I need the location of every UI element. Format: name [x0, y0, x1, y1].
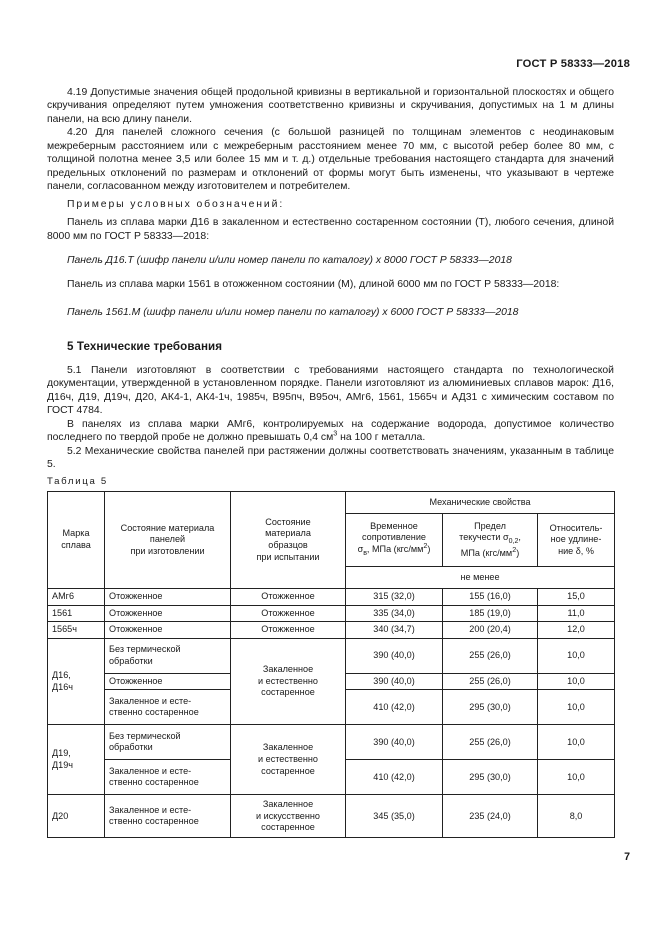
table-row: [48, 605, 615, 622]
cell-panel-state-line2: ственно состаренное: [109, 777, 199, 788]
sigma-units-sup: 2: [423, 540, 428, 550]
header-sample-state-line4: при испытании: [256, 551, 320, 562]
cell-elongation: 10,0: [538, 673, 615, 690]
table-caption: Таблица 5: [47, 476, 108, 487]
yield-units-end: ): [516, 547, 520, 558]
running-head: ГОСТ Р 58333—2018: [516, 58, 630, 70]
cell-elongation: 8,0: [538, 795, 615, 838]
cell-elongation: 10,0: [538, 690, 615, 725]
cell-tensile-strength: 410 (42,0): [346, 760, 443, 795]
cell-alloy-grade: АМг6: [48, 589, 105, 606]
cell-tensile-strength: 390 (40,0): [346, 725, 443, 760]
header-sample-state-line3: образцов: [268, 540, 308, 550]
cell-sample-state: [231, 725, 346, 795]
cell-elongation: 10,0: [538, 638, 615, 673]
yield-units-sup: 2: [512, 544, 517, 554]
cell-yield-strength: 255 (26,0): [443, 673, 538, 690]
cell-panel-state: [105, 690, 231, 725]
cell-tensile-strength: 340 (34,7): [346, 622, 443, 639]
cell-panel-state-line2: обработки: [109, 655, 153, 666]
table-header-row-1: [48, 492, 615, 514]
cell-panel-state: [105, 725, 231, 760]
cell-sample-state-line1: Закаленное: [262, 664, 314, 675]
cell-sample-state: Отожженное: [231, 589, 346, 606]
header-yield-line1: Предел: [474, 520, 506, 531]
cell-panel-state: Отожженное: [105, 622, 231, 639]
header-panel-state-line3: при изготовлении: [130, 545, 205, 556]
cell-sample-state-line3: состаренное: [261, 822, 315, 833]
header-sample-material-state: [231, 492, 346, 589]
header-panel-state-line1: Состояние материала: [120, 522, 215, 533]
cell-tensile-strength: 315 (32,0): [346, 589, 443, 606]
yield-comma: ,: [518, 532, 521, 543]
table-row: [48, 795, 615, 838]
table-head: [48, 492, 615, 589]
example-2-code: Панель 1561.М (шифр панели и/или номер панели по каталогу) х 6000 ГОСТ Р 58333—2018: [67, 306, 519, 318]
cell-elongation: 10,0: [538, 725, 615, 760]
cell-tensile-strength: 335 (34,0): [346, 605, 443, 622]
cell-alloy-line2: Д19ч: [52, 759, 74, 770]
cell-sample-state-line3: состаренное: [261, 687, 315, 698]
cell-panel-state: [105, 760, 231, 795]
cell-yield-strength: 155 (16,0): [443, 589, 538, 606]
sigma-units-end: ): [427, 543, 431, 554]
header-mechanical-properties-group: Механические свойства: [346, 492, 615, 514]
paragraph-5-1-a: 5.1 Панели изготовляют в соответствии с требованиями настоящего стандарта по технологической документации, утвержденной в установленном порядке. Панели изготовляют из алюминиевых сплавов марок: Д16, Д16ч, Д19, Д19ч, Д20, АК4-1, АК4-1ч, 1985ч, В95пч, В95оч, АМг6, 1561, 1565ч и АД31 с химическим составом по ГОСТ 4784.: [47, 364, 614, 417]
cell-yield-strength: 255 (26,0): [443, 638, 538, 673]
cell-panel-state-line2: обработки: [109, 742, 153, 753]
table-row: [48, 622, 615, 639]
header-sample-state-line1: Состояние: [265, 516, 311, 527]
header-panel-state-line2: панелей: [149, 534, 186, 545]
yield-units: МПа (кгс/мм: [460, 547, 513, 558]
cell-elongation: 10,0: [538, 760, 615, 795]
cell-sample-state: [231, 795, 346, 838]
cell-panel-state: [105, 638, 231, 673]
cell-panel-state-line1: Закаленное и есте-: [109, 804, 192, 815]
cell-panel-state-line1: Без термической: [109, 644, 181, 655]
cell-panel-state-line1: Закаленное и есте-: [109, 695, 192, 706]
header-yield-line3: [460, 544, 520, 558]
cell-alloy-grade: [48, 725, 105, 795]
section-5-title: 5 Технические требования: [67, 339, 223, 353]
cell-panel-state: Отожженное: [105, 605, 231, 622]
cell-sample-state-line2: и естественно: [258, 675, 318, 686]
cell-panel-state: Отожженное: [105, 589, 231, 606]
paragraph-4-19: 4.19 Допустимые значения общей продольной кривизны в вертикальной и горизонтальной плоскостях и общего скручивания определяют путем умножения соответственно кривизны и скручивания, допустимых на 1 м длины панели, на всю длину панели.: [47, 87, 614, 125]
cell-panel-state-line1: Без термической: [109, 730, 181, 741]
cell-panel-state-line1: Закаленное и есте-: [109, 765, 192, 776]
cell-yield-strength: 295 (30,0): [443, 690, 538, 725]
header-elongation: [538, 514, 615, 567]
cell-tensile-strength: 410 (42,0): [346, 690, 443, 725]
cell-sample-state-line2: и искусственно: [256, 810, 320, 821]
sigma-symbol: σ: [357, 543, 364, 554]
cell-sample-state-line2: и естественно: [258, 754, 318, 765]
header-sample-state-line2: материала: [265, 528, 311, 539]
p51b-superscript: 3: [333, 428, 338, 438]
cell-tensile-strength: 390 (40,0): [346, 638, 443, 673]
header-tensile-line2: сопротивление: [362, 532, 426, 543]
cell-alloy-line1: Д19,: [52, 748, 71, 759]
example-1-intro: Панель из сплава марки Д16 в закаленном и естественно состаренном состоянии (Т), любого сечения, длиной 8000 мм по ГОСТ Р 58333—2018:: [47, 217, 614, 242]
header-alloy-grade-line1: Марка: [62, 528, 90, 539]
table-row: [48, 638, 615, 673]
cell-sample-state-line1: Закаленное: [262, 742, 314, 753]
header-alloy-grade: [48, 492, 105, 589]
cell-sample-state-line3: состаренное: [261, 765, 315, 776]
cell-yield-strength: 255 (26,0): [443, 725, 538, 760]
mechanical-properties-table: [47, 491, 615, 838]
cell-alloy-line1: Д16,: [52, 669, 71, 680]
example-2-intro: Панель из сплава марки 1561 в отожженном состоянии (М), длиной 6000 мм по ГОСТ Р 58333—2018:: [67, 279, 560, 291]
cell-alloy-grade: Д20: [48, 795, 105, 838]
cell-alloy-line2: Д16ч: [52, 681, 74, 692]
header-yield-line2: [459, 532, 521, 546]
cell-tensile-strength: 390 (40,0): [346, 673, 443, 690]
table-body: [48, 589, 615, 838]
cell-panel-state-line2: ственно состаренное: [109, 816, 199, 827]
sigma-units: , МПа (кгс/мм: [366, 543, 424, 554]
cell-alloy-grade: 1561: [48, 605, 105, 622]
body-content: [47, 86, 614, 471]
p51b-post: на 100 г металла.: [337, 432, 426, 444]
header-alloy-grade-line2: сплава: [61, 540, 91, 550]
table-row: [48, 589, 615, 606]
cell-yield-strength: 200 (20,4): [443, 622, 538, 639]
examples-heading: Примеры условных обозначений:: [67, 199, 285, 211]
header-tensile-strength: [346, 514, 443, 567]
header-not-less-than: не менее: [346, 567, 615, 589]
header-elong-line3: ние δ, %: [558, 545, 594, 556]
cell-tensile-strength: 345 (35,0): [346, 795, 443, 838]
cell-elongation: 15,0: [538, 589, 615, 606]
paragraph-5-2: 5.2 Механические свойства панелей при растяжении должны соответствовать значениям, указанным в таблице 5.: [47, 445, 614, 471]
p51b-pre: В панелях из сплава марки АМг6, контролируемых на содержание водорода, допустимое количество последнего по твердой пробе не должно превышать 0,4 см: [47, 418, 614, 444]
header-panel-material-state: [105, 492, 231, 589]
table-row: [48, 725, 615, 760]
header-tensile-line3: [357, 540, 431, 557]
cell-sample-state: [231, 638, 346, 725]
cell-elongation: 11,0: [538, 605, 615, 622]
paragraph-4-20: 4.20 Для панелей сложного сечения (с большой разницей по толщинам элементов с неодинаковым межреберным расстоянием или с межреберным расстоянием менее 70 мм, с высотой ребер более 80 мм, с толщиной полотна менее 3,5 или более 15 мм и т. д.) отдельные требования настоящего стандарта для значений предельных отклонений по размерам и отклонений от формы могут быть изменены, что указывают в чертеже панели, согласованном между изготовителем и потребителем.: [47, 127, 614, 193]
page-number: 7: [624, 851, 630, 863]
yield-subscript: 0,2: [508, 538, 519, 546]
header-yield-strength: [443, 514, 538, 567]
example-1-code: Панель Д16.Т (шифр панели и/или номер панели по каталогу) х 8000 ГОСТ Р 58333—2018: [67, 254, 512, 266]
header-elong-line1: Относитель-: [549, 522, 603, 533]
cell-panel-state-line2: ственно состаренное: [109, 707, 199, 718]
paragraph-5-1-b: [47, 418, 614, 445]
cell-alloy-grade: 1565ч: [48, 622, 105, 639]
cell-yield-strength: 295 (30,0): [443, 760, 538, 795]
cell-alloy-grade: [48, 638, 105, 725]
header-elong-line2: ное удлине-: [550, 534, 602, 545]
cell-sample-state-line1: Закаленное: [262, 798, 314, 809]
cell-panel-state: Отожженное: [105, 673, 231, 690]
yield-label: текучести σ: [459, 532, 509, 543]
cell-panel-state: [105, 795, 231, 838]
cell-sample-state: Отожженное: [231, 622, 346, 639]
sigma-subscript: в: [363, 549, 367, 557]
header-tensile-line1: Временное: [370, 520, 418, 531]
cell-yield-strength: 235 (24,0): [443, 795, 538, 838]
cell-yield-strength: 185 (19,0): [443, 605, 538, 622]
cell-elongation: 12,0: [538, 622, 615, 639]
cell-sample-state: Отожженное: [231, 605, 346, 622]
